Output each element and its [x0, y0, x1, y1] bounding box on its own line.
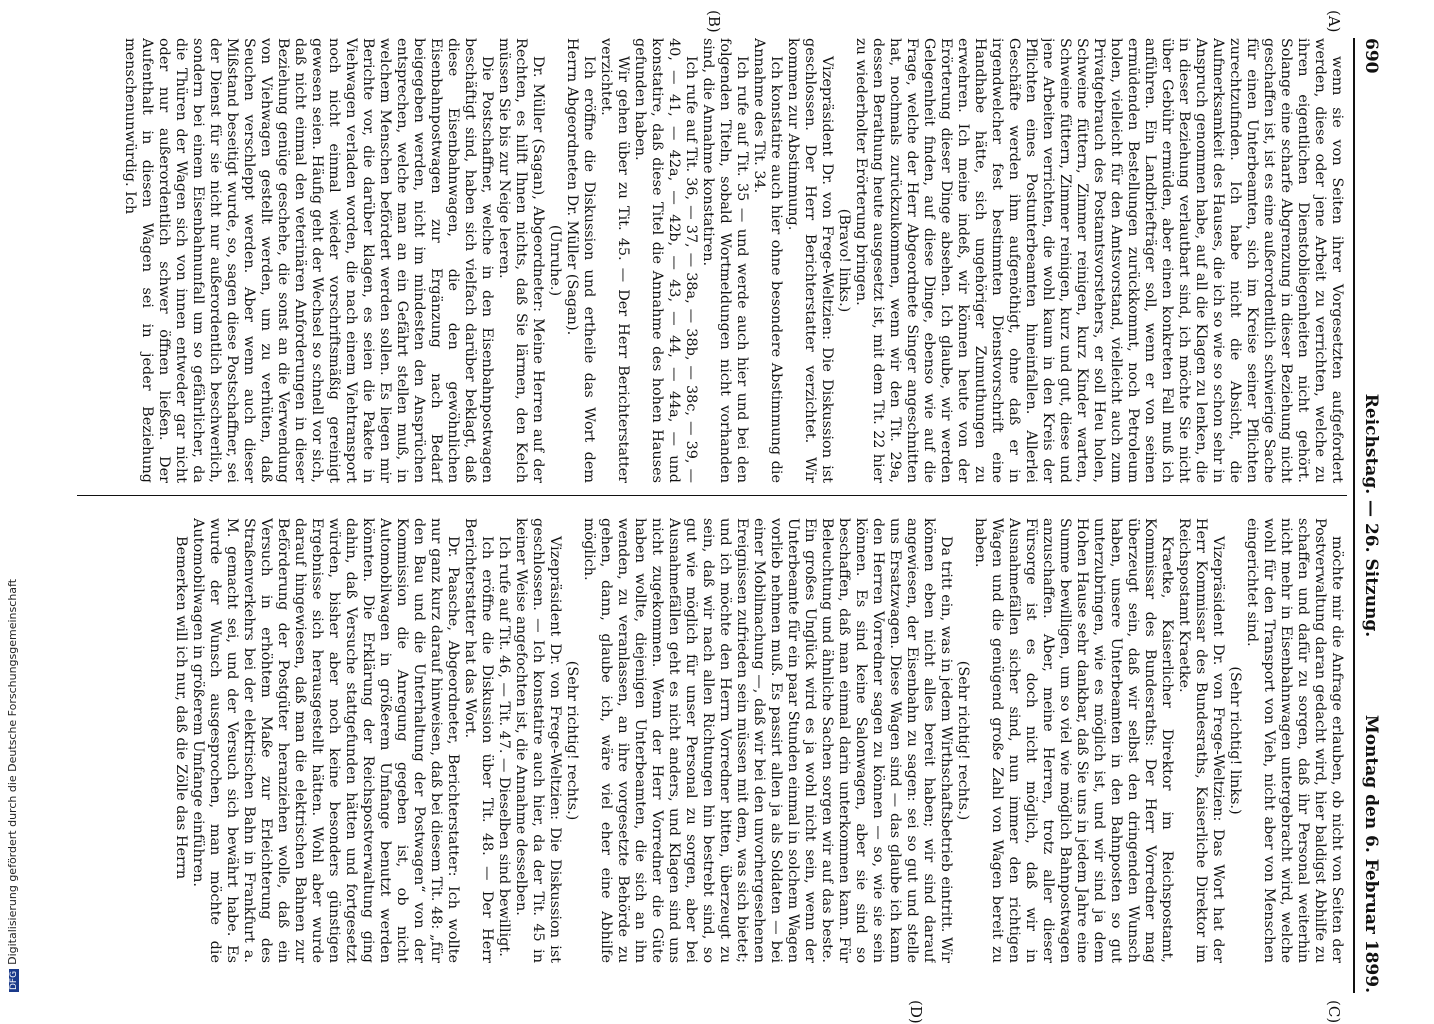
- interjection: (Sehr richtig! rechts.): [564, 660, 580, 821]
- dfg-logo: DFG: [9, 970, 19, 990]
- session-date: Montag den 6. Februar 1899.: [1361, 714, 1381, 993]
- page-number: 690: [1361, 38, 1381, 74]
- interjection: (Unruhe.): [547, 224, 563, 297]
- margin-mark-d: (D): [907, 1000, 925, 1024]
- right-column: [75, 518, 1345, 963]
- paragraph: Ich rufe auf Tit. 46, — Tit. 47. — Dieselben sind bewilligt.: [496, 536, 512, 957]
- paragraph: Ich rufe auf Tit. 35 — und werde auch hier und bei den folgenden Titeln, sobald Wortmeldungen nicht vorhanden sind, die Annahme konstatiren.: [700, 38, 750, 483]
- paragraph: Dr. Müller (Sagan), Abgeordneter: Meine Herren auf der Rechten, es hilft Ihnen nichts, daß Sie lärmen, den Kelch müssen Sie bis zur Neige leeren.: [496, 38, 546, 483]
- paragraph: Vizepräsident Dr. von Frege-Weltzien: Die Diskussion ist geschlossen. Der Herr Berichterstatter verzichtet. Wir kommen zur Abstimmung.: [785, 38, 835, 483]
- margin-mark-b: (B): [705, 10, 723, 33]
- paragraph: Ich konstatire auch hier ohne besondere Abstimmung die Annahme des Tit. 34.: [751, 38, 784, 483]
- paragraph: Bemerken will ich nur, daß die Zölle das Herrn: [173, 536, 189, 880]
- paragraph: Wir gehen über zu Tit. 45. — Der Herr Berichterstatter verzichtet.: [598, 38, 631, 483]
- margin-mark-a: (A): [1325, 10, 1343, 33]
- rotated-page-content: [45, 0, 1385, 1024]
- paragraph: Vizepräsident Dr. von Frege-Weltzien: Die Diskussion ist geschlossen. — Ich konstatire auch hier, da der Tit. 45 in keiner Weise angefochten ist, die Annahme desselben.: [513, 518, 563, 963]
- funding-text: Digitalisierung gefördert durch die Deutsche Forschungsgemeinschaft: [6, 578, 19, 965]
- left-column: [75, 38, 1345, 483]
- paragraph: Ich eröffne die Diskussion und ertheile das Wort dem Herrn Abgeordneten Dr. Müller (Sagan).: [564, 38, 597, 483]
- funding-note: [6, 112, 22, 992]
- header-rule: [1353, 38, 1355, 993]
- paragraph: Ich rufe auf Tit. 36, — 37, — 38a, — 38b, — 38c, — 39, — 40, — 41, — 42a, — 42b, — 43, — 44, — 44a, — und konstatire, daß diese Titel die Annahme des hohen Hauses gefunden haben.: [632, 38, 699, 483]
- running-title: Reichstag. — 26. Sitzung.: [1361, 393, 1381, 638]
- page-header: [1351, 38, 1385, 993]
- paragraph: Da tritt ein, was in jedem Wirthschaftsbetrieb eintritt. Wir können eben nicht alles bereit haben; wir sind darauf angewiesen, der Eisenbahn zu sagen: sei so gut und stelle uns Ersatzwagen. Diese Wagen sind — das glaube ich kann den Herren Vorredner sagen zu können — so, wie sie sein können. Es sind keine Salonwagen, aber sie sind so beschaffen, daß man einmal darin unterkommen kann. Für Beleuchtung und ähnliche Sachen sorgen wir auf das beste. Ein großes Unglück wird es ja wohl nicht sein, wenn der Unterbeamte für ein paar Stunden einmal in solchem Wagen vorlieb nehmen muß. Es passirt allen ja als Soldaten — bei einer Mobilmachung —, daß wir bei den unvorhergesehenen Ereignissen zufrieden sein müssen mit dem, was sich bietet; und ich möchte den Herrn Vorredner bitten, überzeugt zu sein, daß wir nach allen Richtungen hin bestrebt sind, so gut wie möglich für unser Personal zu sorgen, aber bei Ausnahmefällen geht es nicht anders, und Klagen sind uns nicht zugekommen. Wenn der Herr Vorredner die Güte haben wollte, diejenigen Unterbeamten, die sich an ihn wenden, zu veranlassen, an ihre vorgesetzte Behörde zu gehen, dann, glaube ich, wäre viel eher eine Abhilfe möglich.: [581, 518, 954, 963]
- column-divider: [77, 495, 1347, 496]
- paragraph: Die Postschaffner, welche in den Eisenbahnpostwagen beschäftigt sind, haben sich vielfach darüber beklagt, daß diese Eisenbahnwagen, die den gewöhnlichen Eisenbahnpostwagen zur Ergänzung nach Bedarf beigegeben werden, nicht im mindesten den Ansprüchen entsprechen, welche man an ein Gefährt stellen muß, in welchem Menschen befördert werden sollen. Es liegen mir Berichte vor, die darüber klagen, es seien die Pakete in Viehwagen verladen worden, die nach einem Viehtransport noch nicht einmal wieder vorschriftsmäßig gereinigt gewesen seien. Häufig geht der Wechsel so schnell vor sich, daß nicht einmal den veterinären Anforderungen in dieser Beziehung genüge geschehe, die sonst an die Verwendung von Viehwagen gestellt werden, um zu verhüten, daß Seuchen verschleppt werden. Aber wenn auch dieser Mißstand beseitigt wurde, so, sagen diese Postschaffner, sei der Dienst für sie nicht nur außerordentlich beschwerlich, sondern bei einem Eisenbahnunfall um so gefährlicher, da die Thüren der Wagen sich von innen entweder gar nicht oder nur außerordentlich schwer öffnen ließen. Der Aufenthalt in diesen Wagen sei in jeder Beziehung menschenunwürdig. Ich: [122, 38, 495, 483]
- interjection: (Sehr richtig! rechts.): [955, 660, 971, 821]
- interjection: (Bravo! links.): [836, 208, 852, 313]
- margin-mark-c: (C): [1325, 1000, 1343, 1024]
- paragraph: Ich eröffne die Diskussion über Tit. 48. — Der Herr Berichterstatter hat das Wort.: [462, 518, 495, 963]
- paragraph: wenn sie von Seiten ihrer Vorgesetzten aufgefordert werden, diese oder jene Arbeit zu verrichten, welche zu ihren eigentlichen Dienstobliegenheiten nicht gehört. Solange eine scharfe Abgrenzung in dieser Beziehung nicht geschaffen ist, ist es eine außerordentlich schwierige Sache für einen Unterbeamten, sich im Kreise seiner Pflichten zurechtzufinden. Ich habe nicht die Absicht, die Aufmerksamkeit des Hauses, die ich so wie so schon sehr in Anspruch genommen habe, auf all die Klagen zu lenken, die in dieser Beziehung verlautbart sind, ich möchte Sie nicht über Gebühr ermüden, aber einen konkreten Fall muß ich anführen. Ein Landbriefträger soll, wenn er von seinen ermüdenden Bestellungen zurückkommt, noch Petroleum holen, vielleicht für den Amtsvorstand, vielleicht auch zum Privatgebrauch des Postamtsvorstehers, er soll Heu holen, Schweine füttern, Zimmer reinigen, kurz Kinder warten, Schweine füttern, Zimmer reinigen, kurz und gut, diese und jene Arbeiten verrichten, die wohl kaum in den Kreis der Pflichten eines Postunterbeamten hineinfallen. Allerlei Geschäfte werden ihm aufgenöthigt, ohne daß er in irgendwelcher fest bestimmten Dienstvorschrift eine Handhabe hätte, sich ungehöriger Zumuthungen zu erwehren. Ich meine indeß, wir können heute von der Erörterung dieser Dinge absehen. Ich glaube, wir werden Gelegenheit finden, auf diese Dinge, ebenso wie auf die Frage, welche der Herr Abgeordnete Singer angeschnitten hat, nochmals zurückzukommen, wenn wir den Tit. 29a, dessen Berathung heute ausgesetzt ist, mit dem Tit. 22 hier zu wiederholter Erörterung bringen.: [853, 38, 1345, 483]
- paragraph: möchte mir die Anfrage erlauben, ob nicht von Seiten der Postverwaltung daran gedacht wird, hier baldigst Abhilfe zu schaffen und dafür zu sorgen, daß ihr Personal weiterhin nicht mehr in Eisenbahnwagen untergebracht wird, welche wohl für den Transport von Vieh, nicht aber von Menschen eingerichtet sind.: [1244, 518, 1345, 963]
- paragraph: Dr. Paasche, Abgeordneter, Berichterstatter: Ich wollte nur ganz kurz darauf hinweisen, daß bei diesem Tit. 48: „für den Bau und die Unterhaltung der Postwagen“ von der Kommission die Anregung gegeben ist, ob nicht Automobilwagen in größerem Umfange benutzt werden könnten. Die Erklärung der Reichspostverwaltung ging dahin, daß Versuche stattgefunden hätten und fortgesetzt würden, bisher aber noch keine besonders günstigen Ergebnisse sich herausgestellt hätten. Wohl aber wurde darauf hingewiesen, daß man die elektrischen Bahnen zur Beförderung der Postgüter heranziehen wolle, daß ein Versuch in erhöhtem Maße zur Erleichterung des Straßenverkehrs bei der elektrischen Bahn in Frankfurt a. M. gemacht sei, und der Versuch sich bewährt habe. Es wurde der Wunsch ausgesprochen, man möchte die Automobilwagen in größerem Umfange einführen.: [190, 518, 461, 963]
- paragraph: Kraetke, Kaiserlicher Direktor im Reichspostamt, Kommissar des Bundesraths: Der Herr Vorredner mag überzeugt sein, daß wir selbst den dringenden Wunsch haben, unsere Unterbeamten in den Bahnposten so gut unterzubringen, wie es möglich ist, und wir sind ja dem Hohen Hause sehr dankbar, daß Sie uns in jedem Jahre eine Summe bewilligen, um so viel wie möglich Bahnpostwagen anzuschaffen. Aber, meine Herren, trotz aller dieser Fürsorge ist es doch nicht möglich, daß wir in Ausnahmefällen sicher sind, nun immer den richtigen Wagen und die genügend große Zahl von Wagen bereit zu haben.: [972, 518, 1175, 963]
- paragraph: Vizepräsident Dr. von Frege-Weltzien: Das Wort hat der Herr Kommissar des Bundesraths, Kaiserliche Direktor im Reichspostamt Kraetke.: [1176, 518, 1226, 963]
- interjection: (Sehr richtig! links.): [1227, 666, 1243, 815]
